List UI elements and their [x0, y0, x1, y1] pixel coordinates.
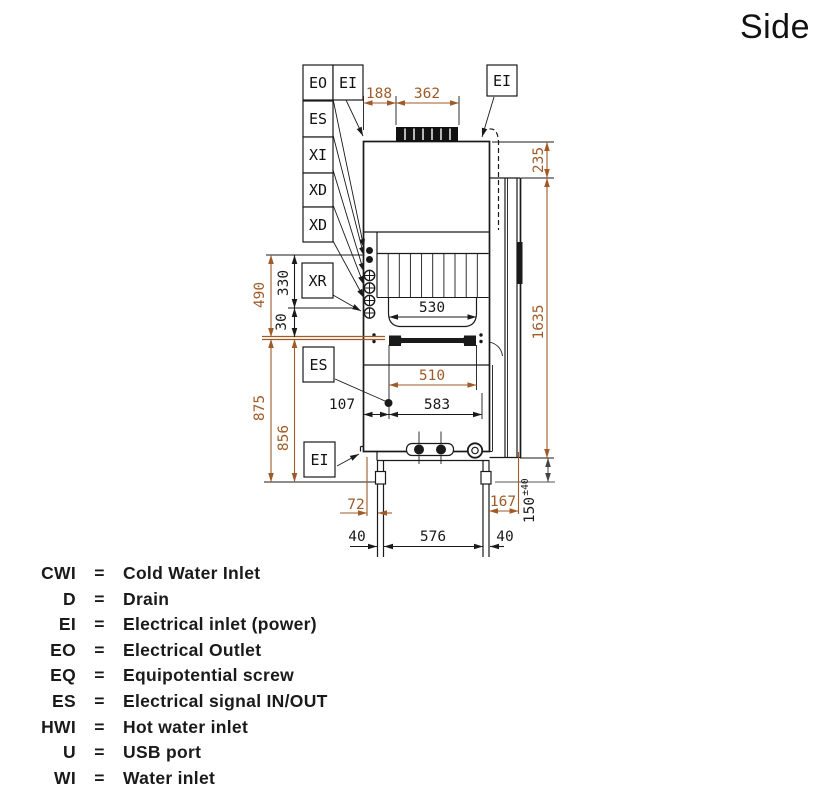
legend-desc: Cold Water Inlet	[123, 563, 261, 583]
legend-abbr: HWI	[41, 716, 76, 737]
dim-40-left: 40	[348, 529, 366, 545]
legend-row	[0, 612, 430, 638]
legend-desc: Electrical signal IN/OUT	[123, 690, 328, 711]
legend-equals: =	[94, 665, 105, 686]
leader-lines	[333, 97, 494, 466]
callout-eo-label: EO	[308, 74, 328, 92]
foot-right	[481, 472, 491, 485]
callout-xd1	[303, 173, 333, 207]
door-panel	[490, 129, 523, 458]
legend-equals: =	[94, 767, 105, 788]
hinge-arc	[490, 342, 503, 356]
dim-576: 576	[419, 529, 447, 545]
rack-rail	[372, 333, 482, 346]
legend-row	[0, 715, 430, 741]
dim-856: 856	[276, 424, 292, 452]
callout-es-mid-label: ES	[309, 356, 328, 374]
callout-ei-right	[487, 65, 517, 96]
legend-desc: Electrical Outlet	[123, 639, 262, 660]
connection-ports	[364, 247, 375, 319]
legend-equals: =	[94, 563, 105, 583]
legend-desc: Electrical inlet (power)	[123, 614, 317, 635]
dim-1635: 1635	[531, 304, 547, 340]
legend-desc: USB port	[123, 742, 202, 763]
legend-row	[0, 740, 430, 766]
legend-desc: Hot water inlet	[123, 716, 249, 737]
legend-equals: =	[94, 614, 105, 635]
legend-abbr: U	[63, 742, 76, 763]
chamber-ribs	[377, 232, 489, 298]
legend-abbr: EI	[58, 614, 76, 635]
es-port-dot	[385, 399, 393, 407]
door-dashed-outline	[490, 129, 499, 230]
callout-xi-label: XI	[308, 146, 328, 164]
callout-xd1-label: XD	[308, 181, 328, 199]
reference-line	[262, 337, 385, 340]
dim-330: 330	[276, 269, 292, 297]
callout-ei-bottom-label: EI	[310, 451, 329, 469]
legend-equals: =	[94, 716, 105, 737]
callout-ei-top	[333, 65, 363, 100]
dim-362: 362	[413, 86, 441, 102]
legend-row	[0, 587, 430, 613]
callout-eo	[303, 65, 333, 100]
callout-xd2	[303, 207, 333, 242]
legend-desc: Equipotential screw	[123, 665, 295, 686]
legend-abbr: EQ	[50, 665, 76, 686]
callouts	[302, 65, 517, 477]
dim-490: 490	[252, 281, 268, 309]
dim-235: 235	[531, 146, 547, 174]
legend-abbr: D	[63, 588, 76, 609]
legend-row	[0, 766, 430, 792]
legend-abbr: ES	[52, 690, 76, 711]
dim-72: 72	[347, 497, 365, 513]
dim-150: 150	[522, 496, 538, 524]
dim-150-tolerance: ±40	[520, 478, 531, 496]
dim-530: 530	[418, 300, 446, 316]
page-title: Side	[739, 8, 810, 46]
callout-xi	[303, 137, 333, 173]
callout-es-top-label: ES	[308, 110, 328, 128]
dim-583: 583	[423, 397, 451, 413]
dim-30: 30	[274, 313, 290, 331]
legend-row	[0, 663, 430, 689]
dim-107: 107	[328, 397, 356, 413]
callout-ei-top-label: EI	[338, 74, 358, 92]
legend-row	[0, 561, 430, 587]
legend-equals: =	[94, 742, 105, 763]
legend-abbr: WI	[54, 767, 76, 788]
legend-row	[0, 689, 430, 715]
door-handle	[517, 242, 523, 284]
dim-510: 510	[418, 368, 446, 384]
foot-left	[376, 472, 386, 485]
dim-40-right: 40	[496, 529, 514, 545]
callout-es-mid	[303, 347, 334, 382]
dim-188: 188	[365, 86, 393, 102]
legend-desc: Water inlet	[123, 767, 216, 788]
callout-es-top	[303, 101, 333, 137]
callout-xr-label: XR	[308, 272, 327, 290]
legend-row	[0, 638, 430, 664]
callout-ei-bottom	[304, 442, 335, 477]
dimensions-accent	[252, 86, 547, 513]
dim-875: 875	[252, 394, 268, 422]
legend-equals: =	[94, 588, 105, 609]
mounting-bracket	[407, 432, 454, 465]
legend-abbr: CWI	[41, 563, 76, 583]
legend-abbr: EO	[50, 639, 76, 660]
legend-desc: Drain	[123, 588, 170, 609]
callout-xd2-label: XD	[308, 216, 328, 234]
legend-equals: =	[94, 690, 105, 711]
dim-167: 167	[489, 494, 517, 510]
callout-ei-right-label: EI	[492, 72, 512, 90]
vent-block	[396, 127, 458, 142]
callout-xr	[302, 263, 333, 298]
legend-equals: =	[94, 639, 105, 660]
machine-outline	[262, 127, 523, 557]
drain-pipe	[468, 443, 482, 457]
legend	[0, 561, 430, 791]
